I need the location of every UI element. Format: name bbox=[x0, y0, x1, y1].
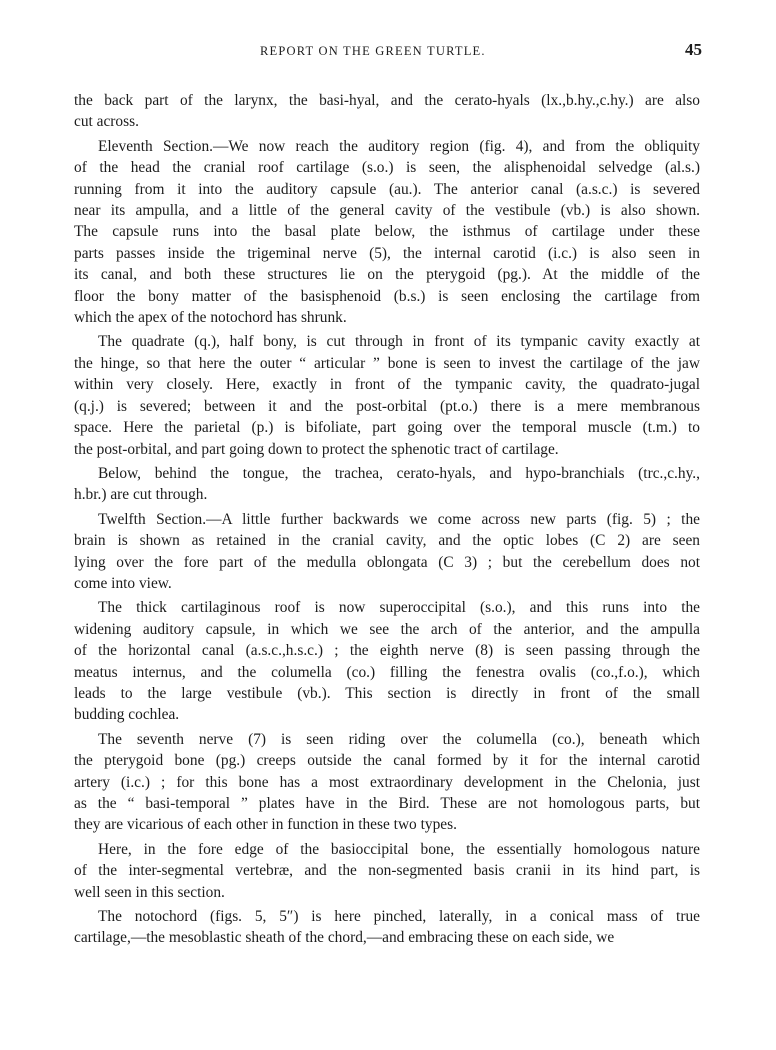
paragraph bbox=[74, 597, 700, 725]
paragraph bbox=[74, 136, 700, 329]
text-line: (q.j.) is severed; between it and the post-orbital (pt.o.) there is a mere membranous bbox=[74, 397, 700, 415]
text-line: artery (i.c.) ; for this bone has a most extraordinary development in the Chelonia, just bbox=[74, 773, 700, 791]
paragraph bbox=[74, 839, 700, 903]
text-line: near its ampulla, and a little of the general cavity of the vestibule (vb.) is also shown. bbox=[74, 202, 700, 220]
text-line: Here, in the fore edge of the basioccipital bone, the essentially homologous nature bbox=[98, 840, 700, 858]
paragraph bbox=[74, 331, 700, 459]
paragraph bbox=[74, 509, 700, 595]
text-line: Below, behind the tongue, the trachea, cerato-hyals, and hypo-branchials (trc.,c.hy., bbox=[98, 464, 700, 482]
text-line: parts passes inside the trigeminal nerve (5), the internal carotid (i.c.) is also seen in bbox=[74, 244, 700, 262]
text-line: which the apex of the notochord has shrunk. bbox=[74, 309, 347, 327]
text-line: cartilage,—the mesoblastic sheath of the chord,—and embracing these on each side, we bbox=[74, 929, 615, 947]
text-line: floor the bony matter of the basisphenoid (b.s.) is seen enclosing the cartilage from bbox=[74, 287, 700, 305]
text-line: h.br.) are cut through. bbox=[74, 486, 208, 504]
text-line: budding cochlea. bbox=[74, 706, 180, 724]
page bbox=[74, 40, 700, 952]
page-number: 45 bbox=[685, 40, 702, 59]
text-line: well seen in this section. bbox=[74, 883, 225, 901]
text-line: its canal, and both these structures lie on the pterygoid (pg.). At the middle of the bbox=[74, 266, 700, 284]
body-text bbox=[74, 90, 700, 949]
text-line: brain is shown as retained in the cranial cavity, and the optic lobes (C 2) are seen bbox=[74, 532, 700, 550]
paragraph bbox=[74, 90, 700, 133]
running-title: REPORT ON THE GREEN TURTLE. bbox=[260, 44, 486, 58]
text-line: lying over the fore part of the medulla oblongata (C 3) ; but the cerebellum does not bbox=[74, 553, 700, 571]
text-line: The thick cartilaginous roof is now superoccipital (s.o.), and this runs into the bbox=[98, 599, 700, 617]
text-line: the hinge, so that here the outer “ articular ” bone is seen to invest the cartilage of the jaw bbox=[74, 354, 700, 372]
text-line: within very closely. Here, exactly in front of the tympanic cavity, the quadrato-jugal bbox=[74, 376, 700, 394]
text-line: as the “ basi-temporal ” plates have in the Bird. These are not homologous parts, but bbox=[74, 795, 700, 812]
text-line: The notochord (figs. 5, 5″) is here pinched, laterally, in a conical mass of true bbox=[98, 908, 700, 926]
text-line: The capsule runs into the basal plate below, the isthmus of cartilage under these bbox=[74, 223, 700, 241]
running-header bbox=[74, 40, 700, 64]
text-line: of the inter-segmental vertebræ, and the non-segmented basis cranii in its hind part, is bbox=[74, 862, 700, 880]
text-line: The quadrate (q.), half bony, is cut through in front of its tympanic cavity exactly at bbox=[98, 333, 700, 351]
text-line: Twelfth Section.—A little further backwards we come across new parts (fig. 5) ; the bbox=[98, 510, 700, 528]
text-line: Eleventh Section.—We now reach the auditory region (fig. 4), and from the obliquity bbox=[98, 137, 700, 155]
text-line: leads to the large vestibule (vb.). This section is directly in front of the small bbox=[74, 684, 700, 702]
text-line: space. Here the parietal (p.) is bifoliate, part going over the temporal muscle (t.m.) to bbox=[74, 419, 700, 437]
text-line: they are vicarious of each other in function in these two types. bbox=[74, 816, 457, 834]
text-line: cut across. bbox=[74, 113, 139, 131]
text-line: the post-orbital, and part going down to protect the sphenotic tract of cartilage. bbox=[74, 440, 559, 458]
paragraph bbox=[74, 463, 700, 506]
text-line: of the horizontal canal (a.s.c.,h.s.c.) ; the eighth nerve (8) is seen passing through the bbox=[74, 642, 700, 660]
text-line: running from it into the auditory capsule (au.). The anterior canal (a.s.c.) is severed bbox=[74, 180, 700, 198]
paragraph bbox=[74, 729, 700, 836]
text-line: meatus internus, and the columella (co.) filling the fenestra ovalis (co.,f.o.), which bbox=[74, 663, 700, 681]
paragraph bbox=[74, 906, 700, 949]
text-line: come into view. bbox=[74, 574, 172, 592]
text-line: widening auditory capsule, in which we see the arch of the anterior, and the ampulla bbox=[74, 620, 700, 638]
text-line: of the head the cranial roof cartilage (s.o.) is seen, the alisphenoidal selvedge (al.s.) bbox=[74, 159, 700, 177]
text-line: the back part of the larynx, the basi-hyal, and the cerato-hyals (lx.,b.hy.,c.hy.) are also bbox=[74, 92, 700, 109]
text-line: the pterygoid bone (pg.) creeps outside the canal formed by it for the internal carotid bbox=[74, 752, 700, 770]
text-line: The seventh nerve (7) is seen riding over the columella (co.), beneath which bbox=[98, 730, 700, 748]
